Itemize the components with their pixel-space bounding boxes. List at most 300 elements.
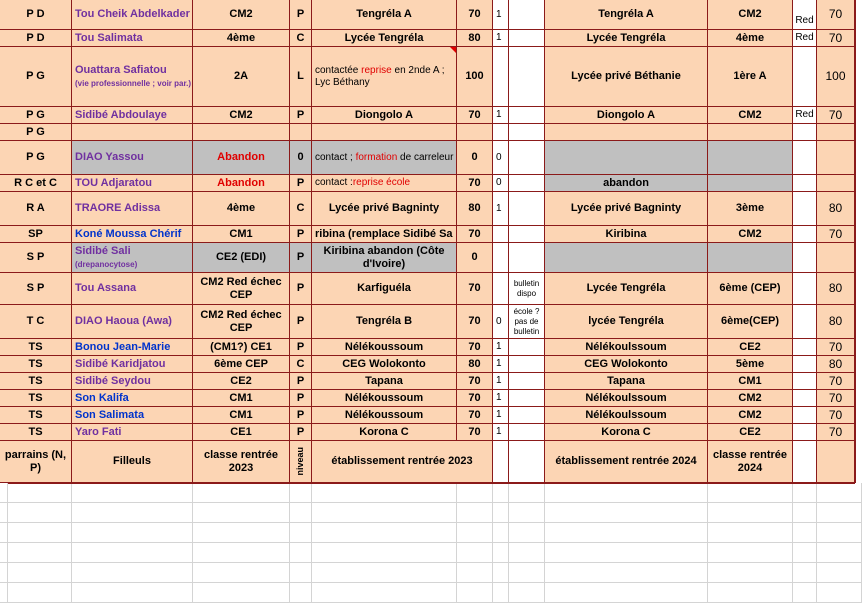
filleul-name-cell[interactable] bbox=[72, 192, 193, 226]
flag-cell[interactable] bbox=[493, 124, 509, 141]
niveau-cell[interactable]: P bbox=[290, 424, 312, 441]
classe-2023-cell[interactable] bbox=[193, 424, 290, 441]
classe-2023-cell[interactable] bbox=[193, 0, 290, 30]
empty-cell[interactable] bbox=[509, 583, 545, 603]
etab-2023-cell[interactable] bbox=[312, 175, 457, 192]
bulletin-cell[interactable] bbox=[509, 390, 545, 407]
blank-cell[interactable] bbox=[855, 407, 856, 424]
empty-cell[interactable] bbox=[793, 523, 817, 543]
bulletin-cell[interactable] bbox=[509, 339, 545, 356]
niveau-cell[interactable]: P bbox=[290, 273, 312, 305]
niveau-cell[interactable]: P bbox=[290, 390, 312, 407]
blank-cell[interactable] bbox=[855, 390, 856, 407]
etab-2023-cell[interactable] bbox=[312, 373, 457, 390]
blank-cell[interactable] bbox=[855, 0, 856, 30]
parrain-cell[interactable]: P G bbox=[0, 107, 72, 124]
parrain-cell[interactable]: P D bbox=[0, 0, 72, 30]
red-flag-cell[interactable] bbox=[793, 273, 817, 305]
score-2024-cell[interactable]: 80 bbox=[817, 305, 855, 339]
score-2023-cell[interactable]: 80 bbox=[457, 30, 493, 47]
etab-2024-cell[interactable]: Diongolo A bbox=[545, 107, 708, 124]
etab-2024-cell[interactable] bbox=[545, 141, 708, 175]
red-flag-cell[interactable] bbox=[793, 47, 817, 107]
parrain-cell[interactable]: T C bbox=[0, 305, 72, 339]
score-2023-cell[interactable]: 70 bbox=[457, 226, 493, 243]
blank-cell[interactable] bbox=[855, 30, 856, 47]
etab-2024-cell[interactable]: Lycée Tengréla bbox=[545, 273, 708, 305]
empty-cell[interactable] bbox=[193, 583, 290, 603]
flag-cell[interactable]: 1 bbox=[493, 424, 509, 441]
empty-cell[interactable] bbox=[457, 503, 493, 523]
niveau-cell[interactable] bbox=[290, 124, 312, 141]
parrain-cell[interactable]: R A bbox=[0, 192, 72, 226]
empty-cell[interactable] bbox=[509, 563, 545, 583]
classe-2024-cell[interactable]: 5ème bbox=[708, 356, 793, 373]
flag-cell[interactable]: 1 bbox=[493, 373, 509, 390]
empty-cell[interactable] bbox=[72, 583, 193, 603]
blank-cell[interactable] bbox=[855, 273, 856, 305]
classe-2023-cell[interactable] bbox=[193, 243, 290, 273]
parrain-cell[interactable]: P G bbox=[0, 124, 72, 141]
empty-cell[interactable] bbox=[457, 483, 493, 503]
parrain-cell[interactable]: SP bbox=[0, 226, 72, 243]
header-blank[interactable] bbox=[817, 441, 855, 483]
etab-2024-cell[interactable]: Tengréla A bbox=[545, 0, 708, 30]
classe-2023-cell[interactable] bbox=[193, 356, 290, 373]
bulletin-cell[interactable] bbox=[509, 107, 545, 124]
empty-cell[interactable] bbox=[545, 583, 708, 603]
empty-cell[interactable] bbox=[0, 503, 8, 523]
classe-2023-cell[interactable] bbox=[193, 373, 290, 390]
empty-cell[interactable] bbox=[72, 503, 193, 523]
classe-2024-cell[interactable] bbox=[708, 141, 793, 175]
empty-cell[interactable] bbox=[817, 583, 862, 603]
score-2023-cell[interactable]: 70 bbox=[457, 175, 493, 192]
empty-cell[interactable] bbox=[708, 583, 793, 603]
empty-cell[interactable] bbox=[457, 523, 493, 543]
classe-2023-cell[interactable] bbox=[193, 192, 290, 226]
classe-2024-cell[interactable] bbox=[708, 124, 793, 141]
classe-2024-cell[interactable] bbox=[708, 175, 793, 192]
empty-cell[interactable] bbox=[72, 523, 193, 543]
etab-2024-cell[interactable]: Nélékoulssoum bbox=[545, 390, 708, 407]
classe-2023-cell[interactable] bbox=[193, 30, 290, 47]
classe-2024-cell[interactable]: CM2 bbox=[708, 226, 793, 243]
classe-2023-cell[interactable] bbox=[193, 390, 290, 407]
score-2024-cell[interactable]: 70 bbox=[817, 0, 855, 30]
etab-2023-cell[interactable] bbox=[312, 30, 457, 47]
flag-cell[interactable]: 1 bbox=[493, 107, 509, 124]
score-2024-cell[interactable]: 70 bbox=[817, 407, 855, 424]
flag-cell[interactable]: 1 bbox=[493, 339, 509, 356]
classe-2024-cell[interactable]: CM1 bbox=[708, 373, 793, 390]
bulletin-note[interactable] bbox=[509, 273, 545, 305]
empty-cell[interactable] bbox=[545, 503, 708, 523]
parrain-cell[interactable]: TS bbox=[0, 424, 72, 441]
niveau-cell[interactable]: P bbox=[290, 339, 312, 356]
score-2024-cell[interactable]: 70 bbox=[817, 339, 855, 356]
niveau-cell[interactable]: L bbox=[290, 47, 312, 107]
flag-cell[interactable] bbox=[493, 47, 509, 107]
classe-2023-cell[interactable] bbox=[193, 273, 290, 305]
red-flag-cell[interactable] bbox=[793, 175, 817, 192]
parrain-cell[interactable]: R C et C bbox=[0, 175, 72, 192]
filleul-name-cell[interactable] bbox=[72, 175, 193, 192]
classe-2023-cell[interactable] bbox=[193, 407, 290, 424]
flag-cell[interactable]: 0 bbox=[493, 175, 509, 192]
empty-cell[interactable] bbox=[708, 503, 793, 523]
score-2023-cell[interactable]: 70 bbox=[457, 0, 493, 30]
filleul-name-cell[interactable] bbox=[72, 407, 193, 424]
score-2023-cell[interactable]: 0 bbox=[457, 243, 493, 273]
niveau-cell[interactable]: P bbox=[290, 407, 312, 424]
score-2024-cell[interactable] bbox=[817, 141, 855, 175]
bulletin-cell[interactable] bbox=[509, 424, 545, 441]
bulletin-cell[interactable] bbox=[509, 243, 545, 273]
score-2023-cell[interactable]: 70 bbox=[457, 273, 493, 305]
comment-indicator-icon[interactable] bbox=[450, 47, 456, 53]
red-flag-cell[interactable]: Red bbox=[793, 30, 817, 47]
score-2024-cell[interactable]: 70 bbox=[817, 226, 855, 243]
score-2024-cell[interactable]: 70 bbox=[817, 424, 855, 441]
etab-2024-cell[interactable]: CEG Wolokonto bbox=[545, 356, 708, 373]
blank-cell[interactable] bbox=[855, 192, 856, 226]
red-flag-cell[interactable] bbox=[793, 424, 817, 441]
bulletin-cell[interactable] bbox=[509, 226, 545, 243]
classe-2024-cell[interactable]: CE2 bbox=[708, 424, 793, 441]
etab-2024-cell[interactable] bbox=[545, 124, 708, 141]
score-2023-cell[interactable]: 80 bbox=[457, 356, 493, 373]
score-2024-cell[interactable]: 80 bbox=[817, 273, 855, 305]
flag-cell[interactable]: 1 bbox=[493, 192, 509, 226]
etab-2024-cell[interactable]: Nélékoulssoum bbox=[545, 339, 708, 356]
etab-2023-cell[interactable] bbox=[312, 356, 457, 373]
flag-cell[interactable]: 0 bbox=[493, 141, 509, 175]
empty-cell[interactable] bbox=[0, 563, 8, 583]
empty-cell[interactable] bbox=[457, 583, 493, 603]
empty-cell[interactable] bbox=[509, 543, 545, 563]
header-parrains[interactable]: parrains (N, P) bbox=[0, 441, 72, 483]
filleul-name-cell[interactable] bbox=[72, 273, 193, 305]
parrain-cell[interactable]: TS bbox=[0, 373, 72, 390]
etab-2023-cell[interactable] bbox=[312, 339, 457, 356]
red-flag-cell[interactable]: Red bbox=[793, 0, 817, 30]
filleul-name-cell[interactable] bbox=[72, 47, 193, 107]
blank-cell[interactable] bbox=[855, 175, 856, 192]
empty-cell[interactable] bbox=[312, 583, 457, 603]
red-flag-cell[interactable] bbox=[793, 141, 817, 175]
parrain-cell[interactable]: S P bbox=[0, 243, 72, 273]
etab-2023-cell[interactable] bbox=[312, 305, 457, 339]
bulletin-cell[interactable] bbox=[509, 0, 545, 30]
bulletin-cell[interactable] bbox=[509, 192, 545, 226]
empty-cell[interactable] bbox=[290, 483, 312, 503]
niveau-cell[interactable]: 0 bbox=[290, 141, 312, 175]
etab-2023-cell[interactable] bbox=[312, 424, 457, 441]
parrain-cell[interactable]: P G bbox=[0, 141, 72, 175]
red-flag-cell[interactable] bbox=[793, 226, 817, 243]
empty-cell[interactable] bbox=[290, 503, 312, 523]
bulletin-cell[interactable] bbox=[509, 373, 545, 390]
bulletin-cell[interactable] bbox=[509, 124, 545, 141]
red-flag-cell[interactable] bbox=[793, 356, 817, 373]
empty-cell[interactable] bbox=[457, 563, 493, 583]
etab-2023-cell[interactable] bbox=[312, 124, 457, 141]
red-flag-cell[interactable] bbox=[793, 192, 817, 226]
parrain-cell[interactable]: TS bbox=[0, 339, 72, 356]
empty-cell[interactable] bbox=[0, 543, 8, 563]
score-2023-cell[interactable] bbox=[457, 124, 493, 141]
score-2024-cell[interactable]: 70 bbox=[817, 30, 855, 47]
header-blank[interactable] bbox=[493, 441, 509, 483]
bulletin-cell[interactable] bbox=[509, 175, 545, 192]
empty-cell[interactable] bbox=[708, 523, 793, 543]
empty-cell[interactable] bbox=[8, 563, 72, 583]
score-2024-cell[interactable]: 80 bbox=[817, 192, 855, 226]
bulletin-cell[interactable] bbox=[509, 356, 545, 373]
empty-cell[interactable] bbox=[817, 563, 862, 583]
red-flag-cell[interactable] bbox=[793, 243, 817, 273]
score-2023-cell[interactable]: 70 bbox=[457, 390, 493, 407]
empty-cell[interactable] bbox=[817, 503, 862, 523]
empty-cell[interactable] bbox=[708, 563, 793, 583]
classe-2023-cell[interactable] bbox=[193, 339, 290, 356]
classe-2024-cell[interactable]: CE2 bbox=[708, 339, 793, 356]
classe-2024-cell[interactable]: CM2 bbox=[708, 107, 793, 124]
blank-cell[interactable] bbox=[855, 226, 856, 243]
red-flag-cell[interactable] bbox=[793, 124, 817, 141]
empty-cell[interactable] bbox=[72, 543, 193, 563]
score-2023-cell[interactable]: 70 bbox=[457, 407, 493, 424]
bulletin-cell[interactable] bbox=[509, 47, 545, 107]
header-etab-2024[interactable]: établissement rentrée 2024 bbox=[545, 441, 708, 483]
blank-cell[interactable] bbox=[855, 424, 856, 441]
empty-cell[interactable] bbox=[457, 543, 493, 563]
blank-cell[interactable] bbox=[855, 124, 856, 141]
filleul-name-cell[interactable] bbox=[72, 424, 193, 441]
classe-2024-cell[interactable]: 4ème bbox=[708, 30, 793, 47]
score-2024-cell[interactable]: 70 bbox=[817, 107, 855, 124]
score-2023-cell[interactable]: 70 bbox=[457, 305, 493, 339]
empty-cell[interactable] bbox=[312, 523, 457, 543]
flag-cell[interactable] bbox=[493, 273, 509, 305]
score-2024-cell[interactable] bbox=[817, 175, 855, 192]
niveau-cell[interactable]: C bbox=[290, 192, 312, 226]
etab-2023-cell[interactable] bbox=[312, 226, 457, 243]
empty-cell[interactable] bbox=[493, 543, 509, 563]
etab-2023-cell[interactable] bbox=[312, 0, 457, 30]
blank-cell[interactable] bbox=[855, 141, 856, 175]
parrain-cell[interactable]: TS bbox=[0, 407, 72, 424]
niveau-cell[interactable]: P bbox=[290, 305, 312, 339]
empty-cell[interactable] bbox=[312, 543, 457, 563]
empty-cell[interactable] bbox=[290, 543, 312, 563]
empty-cell[interactable] bbox=[193, 523, 290, 543]
empty-cell[interactable] bbox=[193, 483, 290, 503]
etab-2023-cell[interactable] bbox=[312, 192, 457, 226]
empty-cell[interactable] bbox=[817, 523, 862, 543]
empty-cell[interactable] bbox=[290, 583, 312, 603]
empty-cell[interactable] bbox=[493, 583, 509, 603]
empty-cell[interactable] bbox=[493, 483, 509, 503]
score-2023-cell[interactable]: 70 bbox=[457, 107, 493, 124]
classe-2023-cell[interactable] bbox=[193, 107, 290, 124]
empty-cell[interactable] bbox=[793, 503, 817, 523]
etab-2023-cell[interactable] bbox=[312, 141, 457, 175]
bulletin-cell[interactable] bbox=[509, 30, 545, 47]
empty-cell[interactable] bbox=[0, 483, 8, 503]
classe-2024-cell[interactable] bbox=[708, 243, 793, 273]
filleul-name-cell[interactable] bbox=[72, 141, 193, 175]
classe-2023-cell[interactable] bbox=[193, 124, 290, 141]
header-filleuls[interactable]: Filleuls bbox=[72, 441, 193, 483]
etab-2023-cell[interactable] bbox=[312, 47, 457, 107]
etab-2024-cell[interactable]: abandon bbox=[545, 175, 708, 192]
score-2023-cell[interactable]: 70 bbox=[457, 339, 493, 356]
filleul-name-cell[interactable] bbox=[72, 107, 193, 124]
classe-2024-cell[interactable]: CM2 bbox=[708, 0, 793, 30]
empty-cell[interactable] bbox=[493, 563, 509, 583]
etab-2023-cell[interactable] bbox=[312, 273, 457, 305]
etab-2023-cell[interactable] bbox=[312, 243, 457, 273]
classe-2024-cell[interactable]: 1ère A bbox=[708, 47, 793, 107]
score-2023-cell[interactable]: 0 bbox=[457, 141, 493, 175]
empty-cell[interactable] bbox=[509, 503, 545, 523]
niveau-cell[interactable]: P bbox=[290, 0, 312, 30]
empty-cell[interactable] bbox=[312, 503, 457, 523]
classe-2023-cell[interactable] bbox=[193, 226, 290, 243]
classe-2023-cell[interactable] bbox=[193, 175, 290, 192]
empty-cell[interactable] bbox=[8, 503, 72, 523]
blank-cell[interactable] bbox=[855, 305, 856, 339]
red-flag-cell[interactable] bbox=[793, 339, 817, 356]
empty-cell[interactable] bbox=[72, 563, 193, 583]
score-2024-cell[interactable] bbox=[817, 243, 855, 273]
score-2024-cell[interactable]: 70 bbox=[817, 373, 855, 390]
etab-2024-cell[interactable]: Korona C bbox=[545, 424, 708, 441]
flag-cell[interactable]: 1 bbox=[493, 356, 509, 373]
score-2023-cell[interactable]: 70 bbox=[457, 424, 493, 441]
filleul-name-cell[interactable] bbox=[72, 30, 193, 47]
classe-2023-cell[interactable] bbox=[193, 305, 290, 339]
classe-2023-cell[interactable] bbox=[193, 141, 290, 175]
filleul-name-cell[interactable] bbox=[72, 356, 193, 373]
header-blank[interactable] bbox=[793, 441, 817, 483]
empty-cell[interactable] bbox=[793, 543, 817, 563]
empty-cell[interactable] bbox=[545, 563, 708, 583]
empty-cell[interactable] bbox=[708, 543, 793, 563]
empty-cell[interactable] bbox=[0, 583, 8, 603]
empty-cell[interactable] bbox=[193, 563, 290, 583]
classe-2024-cell[interactable]: CM2 bbox=[708, 407, 793, 424]
flag-cell[interactable]: 1 bbox=[493, 390, 509, 407]
niveau-cell[interactable]: P bbox=[290, 226, 312, 243]
empty-cell[interactable] bbox=[793, 583, 817, 603]
etab-2024-cell[interactable]: Tapana bbox=[545, 373, 708, 390]
score-2024-cell[interactable]: 100 bbox=[817, 47, 855, 107]
empty-cell[interactable] bbox=[193, 503, 290, 523]
classe-2024-cell[interactable]: 6ème (CEP) bbox=[708, 273, 793, 305]
empty-cell[interactable] bbox=[545, 483, 708, 503]
empty-cell[interactable] bbox=[708, 483, 793, 503]
etab-2024-cell[interactable]: Lycée privé Béthanie bbox=[545, 47, 708, 107]
etab-2024-cell[interactable]: Kiribina bbox=[545, 226, 708, 243]
empty-cell[interactable] bbox=[8, 583, 72, 603]
filleul-name-cell[interactable] bbox=[72, 0, 193, 30]
empty-cell[interactable] bbox=[545, 543, 708, 563]
filleul-name-cell[interactable] bbox=[72, 305, 193, 339]
header-classe-2024[interactable]: classe rentrée 2024 bbox=[708, 441, 793, 483]
empty-cell[interactable] bbox=[817, 483, 862, 503]
empty-cell[interactable] bbox=[493, 503, 509, 523]
blank-cell[interactable] bbox=[855, 373, 856, 390]
niveau-cell[interactable]: P bbox=[290, 107, 312, 124]
classe-2024-cell[interactable]: CM2 bbox=[708, 390, 793, 407]
parrain-cell[interactable]: S P bbox=[0, 273, 72, 305]
empty-cell[interactable] bbox=[509, 483, 545, 503]
header-classe-2023[interactable]: classe rentrée 2023 bbox=[193, 441, 290, 483]
etab-2024-cell[interactable]: Lycée Tengréla bbox=[545, 30, 708, 47]
filleul-name-cell[interactable] bbox=[72, 373, 193, 390]
parrain-cell[interactable]: TS bbox=[0, 356, 72, 373]
header-blank[interactable] bbox=[855, 441, 856, 483]
parrain-cell[interactable]: P D bbox=[0, 30, 72, 47]
score-2024-cell[interactable]: 80 bbox=[817, 356, 855, 373]
filleul-name-cell[interactable] bbox=[72, 243, 193, 273]
niveau-cell[interactable]: P bbox=[290, 243, 312, 273]
niveau-cell[interactable]: C bbox=[290, 356, 312, 373]
etab-2024-cell[interactable] bbox=[545, 243, 708, 273]
etab-2023-cell[interactable] bbox=[312, 407, 457, 424]
empty-cell[interactable] bbox=[290, 563, 312, 583]
etab-2024-cell[interactable]: lycée Tengréla bbox=[545, 305, 708, 339]
filleul-name-cell[interactable] bbox=[72, 339, 193, 356]
classe-2024-cell[interactable]: 6ème(CEP) bbox=[708, 305, 793, 339]
empty-cell[interactable] bbox=[793, 563, 817, 583]
bulletin-note[interactable] bbox=[509, 305, 545, 339]
filleul-name-cell[interactable] bbox=[72, 226, 193, 243]
empty-cell[interactable] bbox=[72, 483, 193, 503]
flag-cell[interactable] bbox=[493, 226, 509, 243]
bulletin-cell[interactable] bbox=[509, 141, 545, 175]
blank-cell[interactable] bbox=[855, 356, 856, 373]
empty-cell[interactable] bbox=[312, 483, 457, 503]
empty-cell[interactable] bbox=[193, 543, 290, 563]
etab-2024-cell[interactable]: Lycée privé Bagninty bbox=[545, 192, 708, 226]
etab-2023-cell[interactable] bbox=[312, 107, 457, 124]
empty-cell[interactable] bbox=[817, 543, 862, 563]
filleul-name-cell[interactable] bbox=[72, 390, 193, 407]
empty-cell[interactable] bbox=[312, 563, 457, 583]
etab-2023-cell[interactable] bbox=[312, 390, 457, 407]
empty-cell[interactable] bbox=[8, 483, 72, 503]
empty-cell[interactable] bbox=[290, 523, 312, 543]
flag-cell[interactable]: 1 bbox=[493, 0, 509, 30]
empty-cell[interactable] bbox=[545, 523, 708, 543]
niveau-cell[interactable]: P bbox=[290, 175, 312, 192]
parrain-cell[interactable]: P G bbox=[0, 47, 72, 107]
blank-cell[interactable] bbox=[855, 47, 856, 107]
filleul-name-cell[interactable] bbox=[72, 124, 193, 141]
classe-2024-cell[interactable]: 3ème bbox=[708, 192, 793, 226]
parrain-cell[interactable]: TS bbox=[0, 390, 72, 407]
header-etab-2023[interactable]: établissement rentrée 2023 bbox=[312, 441, 493, 483]
blank-cell[interactable] bbox=[855, 339, 856, 356]
red-flag-cell[interactable] bbox=[793, 373, 817, 390]
header-niveau[interactable] bbox=[290, 441, 312, 483]
blank-cell[interactable] bbox=[855, 107, 856, 124]
empty-cell[interactable] bbox=[493, 523, 509, 543]
